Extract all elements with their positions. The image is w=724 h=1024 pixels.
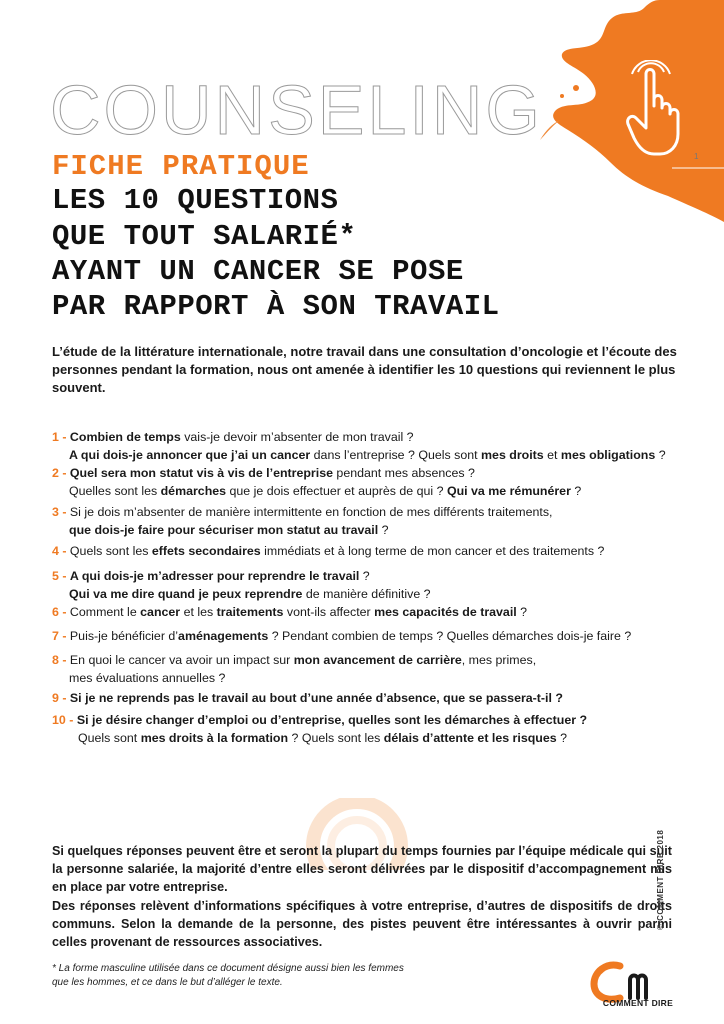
question-emphasis: Si je ne reprends pas le travail au bout d’une année d’absence, que se passera-t-il ? bbox=[69, 691, 563, 705]
question-number: 6 - bbox=[52, 605, 67, 619]
question-line bbox=[52, 569, 370, 583]
question-line bbox=[52, 653, 536, 667]
question-number: 10 - bbox=[52, 713, 74, 727]
question-text: et bbox=[543, 448, 561, 462]
page-number: 1 bbox=[694, 152, 699, 161]
closing-paragraph: Des réponses relèvent d’informations spécifiques à votre entreprise, d’autres de dispositifs de droits communs. Selon la demande de la personne, des pistes peuvent être intéressantes à ouvrir parmi celles provenant de ressources associatives. bbox=[52, 899, 672, 949]
question-text: et les bbox=[180, 605, 217, 619]
question-line bbox=[52, 713, 587, 727]
question-line bbox=[52, 691, 563, 705]
question-text: Comment le bbox=[66, 605, 141, 619]
pointing-hand-icon bbox=[624, 60, 684, 160]
question-text: ? bbox=[570, 484, 582, 498]
question-item bbox=[52, 464, 692, 500]
question-emphasis: effets secondaires bbox=[151, 544, 261, 558]
question-emphasis: Quel sera mon statut vis à vis de l’entreprise bbox=[69, 466, 333, 480]
question-emphasis: démarches bbox=[160, 484, 227, 498]
question-text: que je dois effectuer et auprès de qui ? bbox=[226, 484, 447, 498]
question-text: ? bbox=[359, 569, 370, 583]
question-text: Quels sont bbox=[78, 731, 141, 745]
question-text: , mes primes, bbox=[461, 653, 537, 667]
question-text: ? bbox=[655, 448, 666, 462]
question-item bbox=[52, 711, 692, 747]
question-emphasis: cancer bbox=[140, 605, 181, 619]
question-emphasis: Combien de temps bbox=[69, 430, 181, 444]
question-line bbox=[52, 544, 604, 558]
question-line bbox=[52, 482, 692, 500]
question-text: mes évaluations annuelles ? bbox=[69, 671, 226, 685]
page-title-line: AYANT UN CANCER SE POSE bbox=[52, 255, 464, 288]
question-item bbox=[52, 542, 692, 560]
page-title-line: LES 10 QUESTIONS bbox=[52, 184, 339, 217]
brand-title: COUNSELING bbox=[50, 71, 543, 149]
question-item bbox=[52, 503, 692, 539]
question-emphasis: Si je désire changer d’emploi ou d’entreprise, quelles sont les démarches à effectuer ? bbox=[76, 713, 588, 727]
question-text: vont-ils affecter bbox=[283, 605, 375, 619]
question-emphasis: mes droits bbox=[481, 448, 544, 462]
question-number: 7 - bbox=[52, 629, 67, 643]
question-text: Si je dois m’absenter de manière intermittente en fonction de mes différents traitements, bbox=[66, 505, 553, 519]
question-text: vais-je devoir m’absenter de mon travail ? bbox=[180, 430, 414, 444]
question-text: ? Pendant combien de temps ? Quelles démarches dois-je faire ? bbox=[268, 629, 632, 643]
question-number: 3 - bbox=[52, 505, 67, 519]
question-line bbox=[52, 669, 692, 687]
question-emphasis: traitements bbox=[216, 605, 284, 619]
question-number: 9 - bbox=[52, 691, 67, 705]
question-emphasis: mes droits à la formation bbox=[140, 731, 289, 745]
question-emphasis: que dois-je faire pour sécuriser mon statut au travail bbox=[69, 523, 379, 537]
question-text: Quelles sont les bbox=[69, 484, 161, 498]
question-text: immédiats et à long terme de mon cancer et des traitements ? bbox=[260, 544, 605, 558]
question-emphasis: A qui dois-je annoncer que j’ai un cancer bbox=[69, 448, 311, 462]
question-number: 4 - bbox=[52, 544, 67, 558]
comment-dire-logo bbox=[586, 958, 686, 1018]
question-emphasis: mes obligations bbox=[560, 448, 656, 462]
question-item bbox=[52, 428, 692, 464]
question-text: Quels sont les bbox=[66, 544, 152, 558]
question-line bbox=[52, 521, 692, 539]
intro-paragraph: L’étude de la littérature internationale, notre travail dans une consultation d’oncologie et l’écoute des personnes pendant la formation, nous ont amenée à identifier les 10 questions qui reviennent le plus souvent. bbox=[52, 344, 677, 395]
question-text: de manière définitive ? bbox=[302, 587, 431, 601]
question-emphasis: mon avancement de carrière bbox=[293, 653, 462, 667]
question-line bbox=[52, 629, 631, 643]
question-item bbox=[52, 627, 692, 645]
question-emphasis: Qui va me dire quand je peux reprendre bbox=[69, 587, 303, 601]
logo-wordmark: COMMENT DIRE bbox=[602, 998, 674, 1008]
question-line bbox=[52, 729, 692, 747]
question-number: 2 - bbox=[52, 466, 67, 480]
question-number: 5 - bbox=[52, 569, 67, 583]
closing-paragraph: Si quelques réponses peuvent être et seront la plupart du temps fournies par l’équipe médicale qui suit la personne salariée, la majorité d’entre elles seront délivrées par le dispositif d’accompagnement mis en place par votre entreprise. bbox=[52, 844, 672, 894]
question-text: En quoi le cancer va avoir un impact sur bbox=[66, 653, 294, 667]
question-emphasis: délais d’attente et les risques bbox=[383, 731, 557, 745]
question-number: 1 - bbox=[52, 430, 67, 444]
question-text: ? bbox=[516, 605, 528, 619]
question-item bbox=[52, 651, 692, 687]
copyright-notice: © COMMENT DIRE 2018 bbox=[656, 829, 665, 930]
question-text: dans l’entreprise ? Quels sont bbox=[310, 448, 482, 462]
page-title-line: PAR RAPPORT À SON TRAVAIL bbox=[52, 290, 500, 323]
doc-subtitle: FICHE PRATIQUE bbox=[52, 150, 310, 183]
question-text: ? Quels sont les bbox=[288, 731, 384, 745]
question-text: ? bbox=[378, 523, 389, 537]
question-number: 8 - bbox=[52, 653, 67, 667]
page-title-line: QUE TOUT SALARIÉ* bbox=[52, 220, 357, 253]
question-item bbox=[52, 603, 692, 621]
footnote: * La forme masculine utilisée dans ce document désigne aussi bien les femmes que les hommes, et ce dans le but d’alléger le texte. bbox=[52, 963, 404, 988]
question-text: ? bbox=[556, 731, 567, 745]
question-text: Puis-je bénéficier d’ bbox=[66, 629, 179, 643]
question-line bbox=[52, 585, 692, 603]
question-line bbox=[52, 466, 475, 480]
question-line bbox=[52, 505, 552, 519]
question-emphasis: mes capacités de travail bbox=[374, 605, 517, 619]
question-line bbox=[52, 605, 527, 619]
question-item bbox=[52, 689, 692, 707]
question-item bbox=[52, 567, 692, 603]
question-emphasis: A qui dois-je m’adresser pour reprendre le travail bbox=[69, 569, 360, 583]
question-text: pendant mes absences ? bbox=[332, 466, 475, 480]
question-line bbox=[52, 430, 414, 444]
question-emphasis: aménagements bbox=[178, 629, 269, 643]
question-emphasis: Qui va me rémunérer bbox=[446, 484, 571, 498]
question-line bbox=[52, 446, 692, 464]
